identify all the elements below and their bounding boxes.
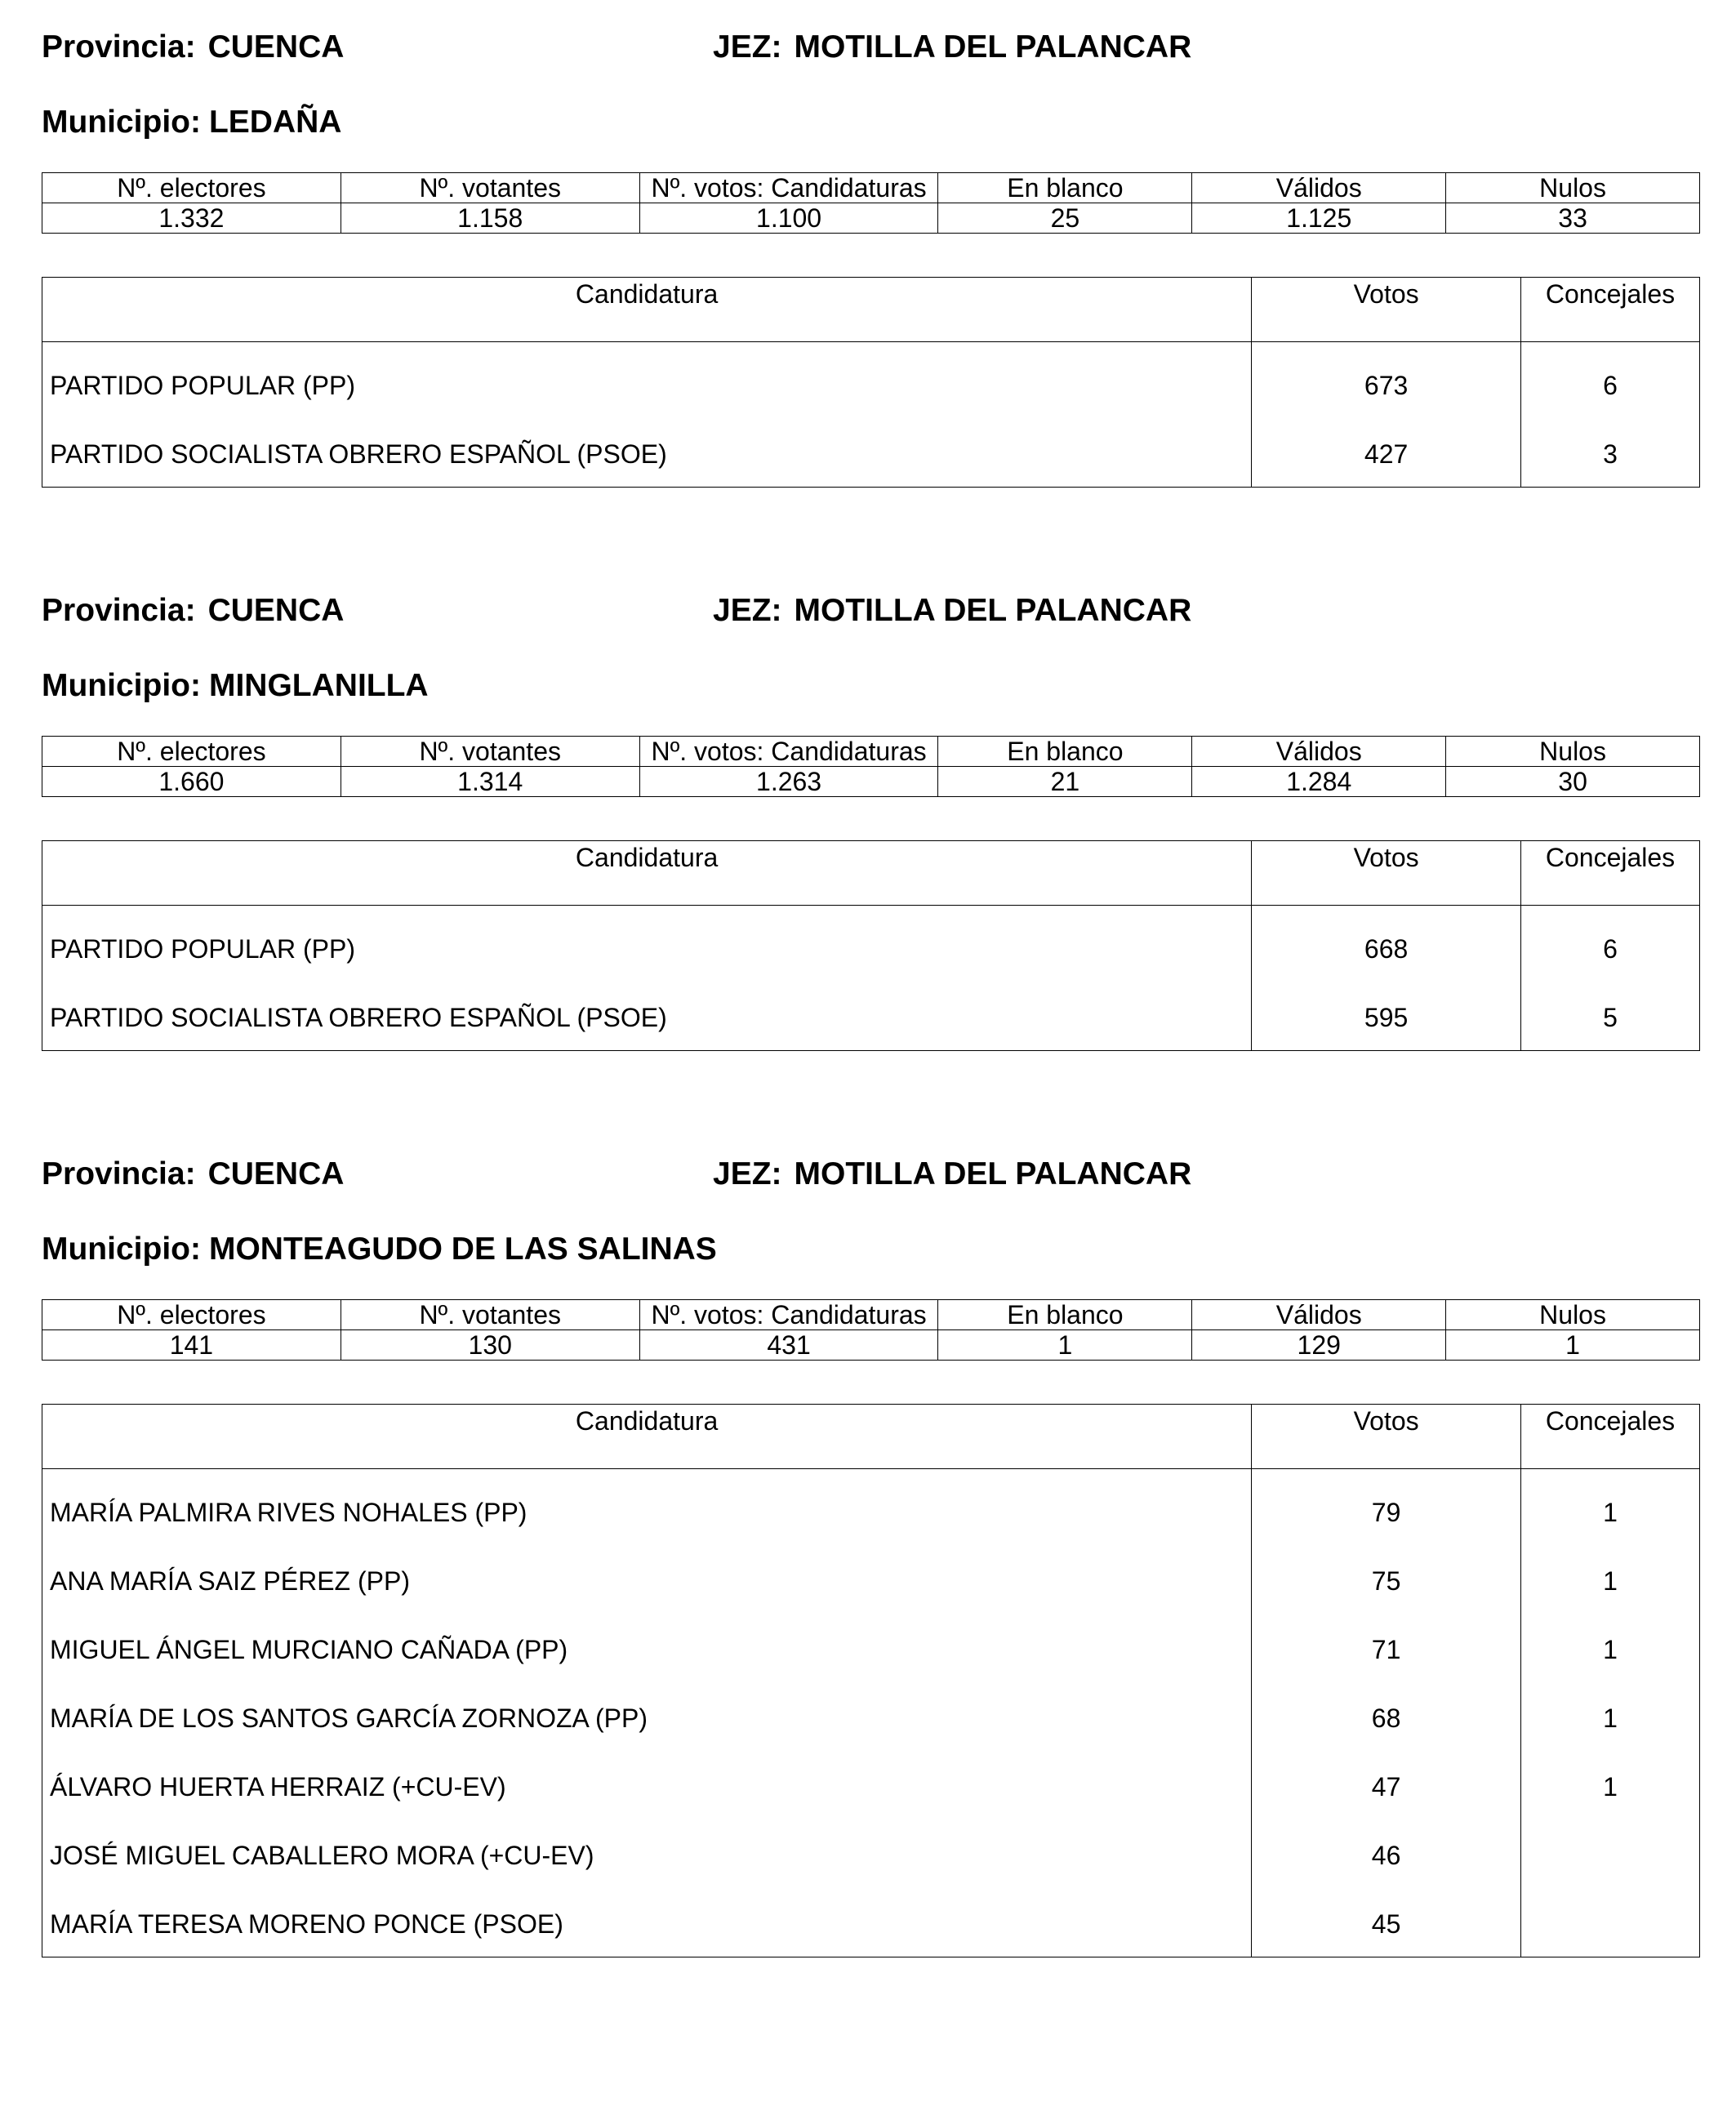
- concejales-value: 1: [1603, 1772, 1618, 1802]
- summary-value-cell: 1.314: [341, 767, 639, 797]
- summary-value-cell: 431: [639, 1330, 938, 1361]
- table-row: [42, 1889, 1700, 1957]
- summary-header-cell: Válidos: [1192, 1300, 1446, 1330]
- municipio-label: Municipio:: [42, 1231, 201, 1267]
- concejales-value: 1: [1603, 1704, 1618, 1733]
- summary-header-cell: Nulos: [1446, 173, 1700, 203]
- concejales-value: 6: [1603, 371, 1618, 401]
- summary-header-cell: En blanco: [938, 1300, 1192, 1330]
- municipio-label: Municipio:: [42, 105, 201, 140]
- candidatura-header-row: [42, 841, 1700, 906]
- votos-value: 47: [1252, 1752, 1521, 1820]
- summary-value-cell: 1.660: [42, 767, 341, 797]
- table-row: [42, 1820, 1700, 1889]
- summary-value-cell: 1.100: [639, 203, 938, 234]
- candidatura-name: MARÍA DE LOS SANTOS GARCÍA ZORNOZA (PP): [42, 1683, 1252, 1752]
- summary-value-cell: 1.125: [1192, 203, 1446, 234]
- jez-header: [713, 595, 1191, 626]
- provincia-value: CUENCA: [207, 29, 345, 65]
- provincia-header: [42, 31, 344, 63]
- concejales-header: Concejales: [1521, 841, 1700, 906]
- concejales-value: 6: [1603, 934, 1618, 964]
- jez-label: JEZ:: [713, 593, 782, 628]
- summary-header-cell: En blanco: [938, 737, 1192, 767]
- summary-value-cell: 141: [42, 1330, 341, 1361]
- candidatura-name: MARÍA TERESA MORENO PONCE (PSOE): [42, 1889, 1252, 1957]
- concejales-value: 1: [1603, 1635, 1618, 1664]
- summary-table: [42, 172, 1700, 234]
- summary-value-row: [42, 767, 1700, 797]
- summary-header-cell: Nº. votantes: [341, 737, 639, 767]
- table-row: [42, 1469, 1700, 1546]
- votos-value: 79: [1252, 1469, 1521, 1546]
- summary-value-cell: 1.332: [42, 203, 341, 234]
- candidatura-name: PARTIDO SOCIALISTA OBRERO ESPAÑOL (PSOE): [42, 419, 1252, 488]
- summary-value-cell: 1.263: [639, 767, 938, 797]
- summary-header-cell: Nº. votos: Candidaturas: [639, 737, 938, 767]
- votos-value: 673: [1252, 342, 1521, 419]
- concejales-header: Concejales: [1521, 278, 1700, 342]
- candidatura-name: PARTIDO SOCIALISTA OBRERO ESPAÑOL (PSOE): [42, 982, 1252, 1051]
- provincia-label: Provincia:: [42, 1156, 196, 1191]
- provincia-label: Provincia:: [42, 29, 196, 65]
- summary-header-cell: Nº. votantes: [341, 173, 639, 203]
- summary-header-cell: Nº. electores: [42, 1300, 341, 1330]
- municipio-value: LEDAÑA: [208, 105, 342, 140]
- jez-header: [713, 1158, 1191, 1190]
- summary-header-cell: Nulos: [1446, 1300, 1700, 1330]
- summary-header-cell: Nº. votos: Candidaturas: [639, 173, 938, 203]
- summary-value-cell: 21: [938, 767, 1192, 797]
- provincia-value: CUENCA: [207, 1156, 345, 1191]
- table-row: [42, 982, 1700, 1051]
- jez-value: MOTILLA DEL PALANCAR: [794, 29, 1192, 65]
- summary-header-cell: Válidos: [1192, 737, 1446, 767]
- provincia-value: CUENCA: [207, 593, 345, 628]
- summary-header-cell: Nº. electores: [42, 737, 341, 767]
- summary-value-cell: 1: [1446, 1330, 1700, 1361]
- summary-header-cell: Válidos: [1192, 173, 1446, 203]
- municipio-header: [42, 1233, 717, 1265]
- jez-header: [713, 31, 1191, 63]
- municipio-header: [42, 106, 341, 138]
- concejales-header: Concejales: [1521, 1405, 1700, 1469]
- jez-label: JEZ:: [713, 29, 782, 65]
- candidatura-header-row: [42, 278, 1700, 342]
- table-row: [42, 1614, 1700, 1683]
- summary-value-cell: 25: [938, 203, 1192, 234]
- summary-table: [42, 1299, 1700, 1361]
- votos-value: 71: [1252, 1614, 1521, 1683]
- table-row: [42, 906, 1700, 982]
- municipio-value: MONTEAGUDO DE LAS SALINAS: [208, 1231, 717, 1267]
- concejales-value: 1: [1603, 1566, 1618, 1596]
- summary-value-cell: 33: [1446, 203, 1700, 234]
- table-row: [42, 1752, 1700, 1820]
- candidatura-name: ÁLVARO HUERTA HERRAIZ (+CU-EV): [42, 1752, 1252, 1820]
- votos-value: 68: [1252, 1683, 1521, 1752]
- votos-header: Votos: [1252, 841, 1521, 906]
- summary-value-cell: 130: [341, 1330, 639, 1361]
- summary-value-row: [42, 1330, 1700, 1361]
- summary-header-cell: Nº. votantes: [341, 1300, 639, 1330]
- summary-value-cell: 129: [1192, 1330, 1446, 1361]
- table-row: [42, 419, 1700, 488]
- municipio-header: [42, 670, 429, 701]
- jez-value: MOTILLA DEL PALANCAR: [794, 593, 1192, 628]
- candidatura-header: Candidatura: [42, 1405, 1252, 1469]
- summary-table: [42, 736, 1700, 797]
- summary-value-cell: 1.158: [341, 203, 639, 234]
- candidatura-header-row: [42, 1405, 1700, 1469]
- concejales-value: 5: [1603, 1002, 1618, 1032]
- summary-header-row: [42, 173, 1700, 203]
- votos-value: 668: [1252, 906, 1521, 982]
- summary-header-cell: Nulos: [1446, 737, 1700, 767]
- concejales-value: [1521, 1820, 1700, 1889]
- candidatura-name: MARÍA PALMIRA RIVES NOHALES (PP): [42, 1469, 1252, 1546]
- municipio-value: MINGLANILLA: [208, 668, 429, 703]
- municipio-label: Municipio:: [42, 668, 201, 703]
- provincia-header: [42, 1158, 344, 1190]
- votos-value: 75: [1252, 1546, 1521, 1614]
- summary-header-row: [42, 1300, 1700, 1330]
- candidatura-header: Candidatura: [42, 841, 1252, 906]
- summary-header-row: [42, 737, 1700, 767]
- summary-header-cell: Nº. electores: [42, 173, 341, 203]
- votos-header: Votos: [1252, 1405, 1521, 1469]
- votos-value: 595: [1252, 982, 1521, 1051]
- candidatura-name: PARTIDO POPULAR (PP): [42, 906, 1252, 982]
- concejales-value: 1: [1603, 1498, 1618, 1528]
- candidatura-name: ANA MARÍA SAIZ PÉREZ (PP): [42, 1546, 1252, 1614]
- summary-header-cell: Nº. votos: Candidaturas: [639, 1300, 938, 1330]
- concejales-value: [1521, 1889, 1700, 1957]
- votos-value: 427: [1252, 419, 1521, 488]
- provincia-label: Provincia:: [42, 593, 196, 628]
- summary-value-cell: 30: [1446, 767, 1700, 797]
- candidatura-table: [42, 1404, 1700, 1957]
- votos-value: 46: [1252, 1820, 1521, 1889]
- jez-value: MOTILLA DEL PALANCAR: [794, 1156, 1192, 1191]
- table-row: [42, 1546, 1700, 1614]
- candidatura-table: [42, 840, 1700, 1051]
- votos-header: Votos: [1252, 278, 1521, 342]
- summary-header-cell: En blanco: [938, 173, 1192, 203]
- candidatura-header: Candidatura: [42, 278, 1252, 342]
- summary-value-cell: 1: [938, 1330, 1192, 1361]
- candidatura-table: [42, 277, 1700, 488]
- jez-label: JEZ:: [713, 1156, 782, 1191]
- table-row: [42, 1683, 1700, 1752]
- provincia-header: [42, 595, 344, 626]
- concejales-value: 3: [1603, 439, 1618, 469]
- candidatura-name: JOSÉ MIGUEL CABALLERO MORA (+CU-EV): [42, 1820, 1252, 1889]
- summary-value-row: [42, 203, 1700, 234]
- summary-value-cell: 1.284: [1192, 767, 1446, 797]
- candidatura-name: PARTIDO POPULAR (PP): [42, 342, 1252, 419]
- candidatura-name: MIGUEL ÁNGEL MURCIANO CAÑADA (PP): [42, 1614, 1252, 1683]
- table-row: [42, 342, 1700, 419]
- votos-value: 45: [1252, 1889, 1521, 1957]
